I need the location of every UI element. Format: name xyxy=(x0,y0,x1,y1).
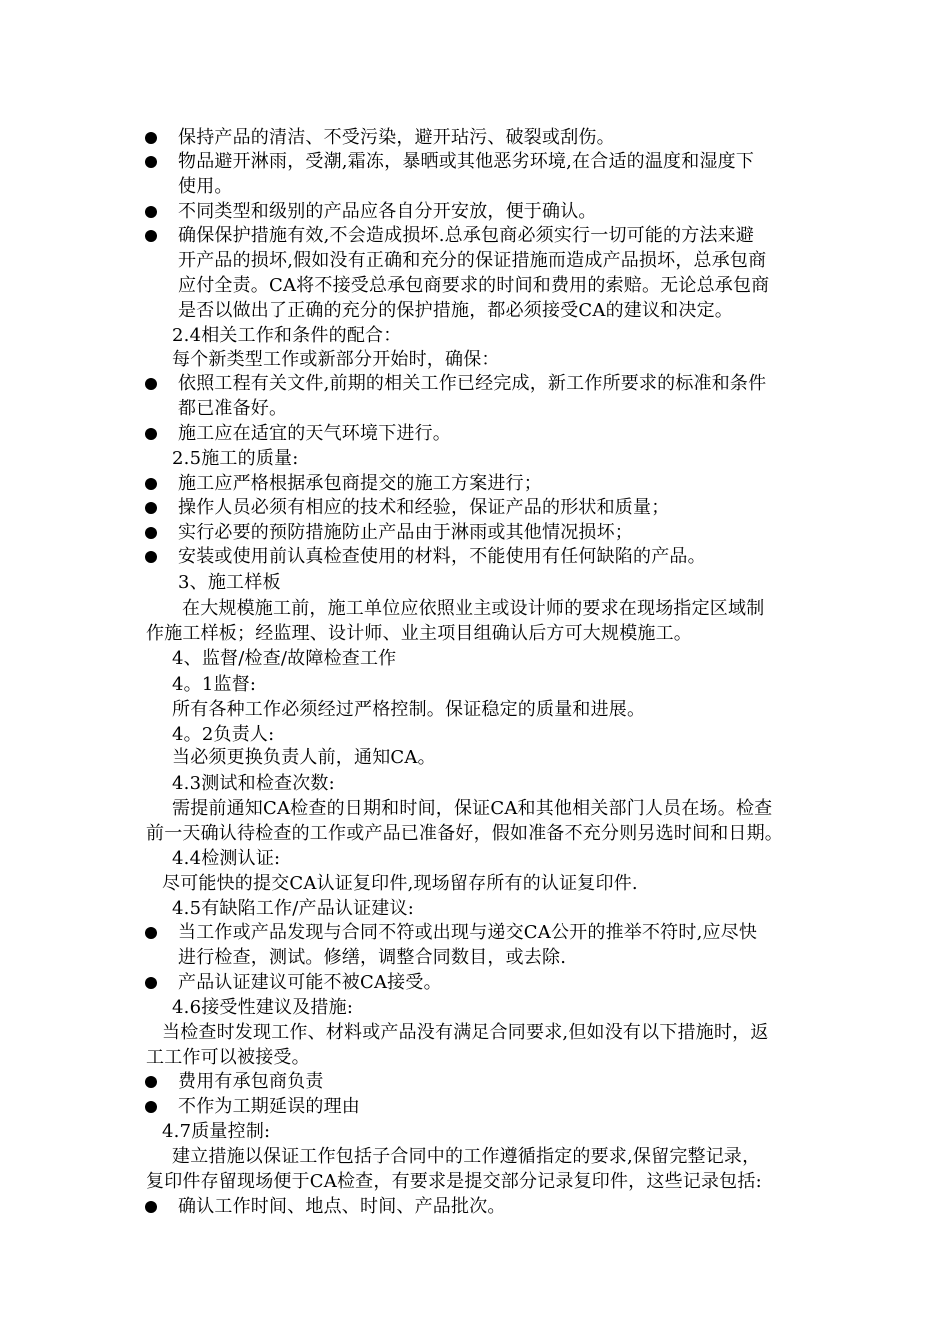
bullet-text: 确认工作时间、地点、时间、产品批次。 xyxy=(178,1196,506,1217)
section-heading-2-4: 2.4相关工作和条件的配合： xyxy=(172,325,402,346)
section-heading-4-4: 4.4检测认证: xyxy=(172,848,281,869)
section-heading-4-3: 4.3测试和检查次数: xyxy=(172,773,335,794)
paragraph-cont: 复印件存留现场便于CA检查，有要求是提交部分记录复印件，这些记录包括: xyxy=(146,1171,762,1192)
bullet-icon xyxy=(145,1201,157,1213)
section-heading-3: 3、施工样板 xyxy=(178,572,281,593)
bullet-text: 物品避开淋雨，受潮,霜冻，暴晒或其他恶劣环境,在合适的温度和湿度下 xyxy=(178,151,755,172)
paragraph-cont: 工工作可以被接受。 xyxy=(146,1047,310,1068)
section-heading-4: 4、监督/检查/故障检查工作 xyxy=(172,648,397,669)
paragraph-cont: 作施工样板；经监理、设计师、业主项目组确认后方可大规模施工。 xyxy=(146,623,692,644)
bullet-icon xyxy=(145,977,157,989)
bullet-text: 施工应严格根据承包商提交的施工方案进行； xyxy=(178,473,542,494)
bullet-icon xyxy=(145,502,157,514)
bullet-icon xyxy=(145,230,157,242)
paragraph: 尽可能快的提交CA认证复印件,现场留存所有的认证复印件. xyxy=(162,873,638,894)
section-heading-4-7: 4.7质量控制: xyxy=(162,1121,271,1142)
bullet-text: 施工应在适宜的天气环境下进行。 xyxy=(178,423,451,444)
section-heading-2-5: 2.5施工的质量: xyxy=(172,448,299,469)
bullet-text: 不同类型和级别的产品应各自分开安放，便于确认。 xyxy=(178,201,597,222)
paragraph: 需提前通知CA检查的日期和时间，保证CA和其他相关部门人员在场。检查 xyxy=(172,798,773,819)
bullet-text: 产品认证建议可能不被CA接受。 xyxy=(178,972,442,993)
bullet-text: 操作人员必须有相应的技术和经验，保证产品的形状和质量； xyxy=(178,497,670,518)
paragraph: 当必须更换负责人前，通知CA。 xyxy=(172,747,436,768)
section-heading-4-2: 4。2负责人: xyxy=(172,724,275,745)
paragraph-cont: 前一天确认待检查的工作或产品已准备好，假如准备不充分则另选时间和日期。 xyxy=(146,823,783,844)
bullet-text: 安装或使用前认真检查使用的材料，不能使用有任何缺陷的产品。 xyxy=(178,546,706,567)
bullet-text-cont: 是否以做出了正确的充分的保护措施，都必须接受CA的建议和决定。 xyxy=(178,300,733,321)
paragraph: 建立措施以保证工作包括子合同中的工作遵循指定的要求,保留完整记录， xyxy=(172,1146,761,1167)
bullet-icon xyxy=(145,428,157,440)
bullet-text: 保持产品的清洁、不受污染，避开玷污、破裂或刮伤。 xyxy=(178,127,615,148)
section-heading-4-6: 4.6接受性建议及措施: xyxy=(172,997,354,1018)
paragraph: 所有各种工作必须经过严格控制。保证稳定的质量和进展。 xyxy=(172,699,646,720)
bullet-icon xyxy=(145,156,157,168)
bullet-text-cont: 进行检查，测试。修缮，调整合同数目，或去除. xyxy=(178,947,567,968)
bullet-text: 确保保护措施有效,不会造成损坏.总承包商必须实行一切可能的方法来避 xyxy=(178,225,755,246)
bullet-icon xyxy=(145,551,157,563)
bullet-text: 当工作或产品发现与合同不符或出现与递交CA公开的推举不符时,应尽快 xyxy=(178,922,758,943)
bullet-text: 依照工程有关文件,前期的相关工作已经完成，新工作所要求的标准和条件 xyxy=(178,373,767,394)
bullet-text-cont: 开产品的损坏,假如没有正确和充分的保证措施而造成产品损坏，总承包商 xyxy=(178,250,767,271)
bullet-text: 费用有承包商负责 xyxy=(178,1071,324,1092)
bullet-text-cont: 使用。 xyxy=(178,176,233,197)
section-heading-4-1: 4。1监督: xyxy=(172,674,257,695)
bullet-icon xyxy=(145,1076,157,1088)
section-heading-4-5: 4.5有缺陷工作/产品认证建议: xyxy=(172,898,414,919)
paragraph: 每个新类型工作或新部分开始时，确保： xyxy=(172,349,500,370)
bullet-icon xyxy=(145,132,157,144)
bullet-text: 不作为工期延误的理由 xyxy=(178,1096,360,1117)
paragraph: 当检查时发现工作、材料或产品没有满足合同要求,但如没有以下措施时，返 xyxy=(162,1022,769,1043)
bullet-text-cont: 都已准备好。 xyxy=(178,398,288,419)
bullet-icon xyxy=(145,1101,157,1113)
paragraph: 在大规模施工前，施工单位应依照业主或设计师的要求在现场指定区域制 xyxy=(182,598,765,619)
bullet-icon xyxy=(145,206,157,218)
bullet-icon xyxy=(145,527,157,539)
bullet-icon xyxy=(145,378,157,390)
bullet-icon xyxy=(145,927,157,939)
bullet-icon xyxy=(145,478,157,490)
bullet-text: 实行必要的预防措施防止产品由于淋雨或其他情况损坏； xyxy=(178,522,633,543)
bullet-text-cont: 应付全责。CA将不接受总承包商要求的时间和费用的索赔。无论总承包商 xyxy=(178,275,770,296)
